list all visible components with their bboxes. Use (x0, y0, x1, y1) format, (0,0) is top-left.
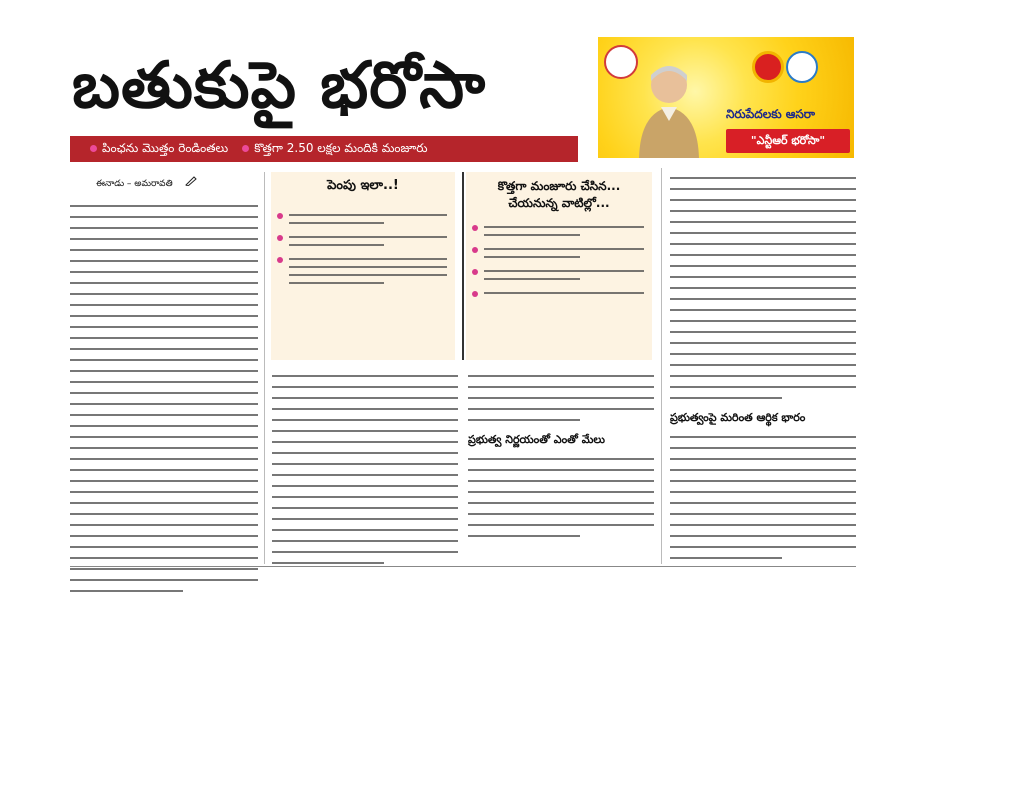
byline: ఈనాడు – అమరావతి (96, 176, 246, 191)
banner-scheme-name: "ఎన్టీఆర్ భరోసా" (726, 129, 850, 153)
bullet-icon (242, 145, 249, 152)
right-subhead: ప్రభుత్వంపై మరింత ఆర్థిక భారం (670, 411, 806, 424)
box-divider (462, 172, 464, 360)
tdp-logo (752, 51, 784, 83)
column-divider (264, 172, 265, 564)
bottom-rule (70, 566, 856, 567)
ap-govt-emblem (786, 51, 818, 83)
info-box-left (271, 172, 455, 360)
column-3-body (468, 366, 654, 537)
pen-icon (185, 176, 197, 186)
box-right-item (472, 220, 644, 236)
party-leader-logo (604, 45, 638, 79)
box-left-title: పెంపు ఇలా..! (327, 178, 399, 193)
box-right-item (472, 286, 644, 297)
column-divider (661, 168, 662, 564)
box-left-item (277, 208, 447, 224)
info-box-right (466, 172, 652, 360)
subhead-1: పింఛను మొత్తం రెండింతలు (90, 141, 228, 158)
bullet-icon (90, 145, 97, 152)
chief-minister-photo (634, 51, 704, 158)
box-left-item (277, 252, 447, 284)
subheading-bar (70, 136, 578, 162)
banner-tagline: నిరుపేదలకు ఆసరా (726, 107, 816, 121)
ntr-bharosa-banner (598, 37, 854, 158)
mid-subhead: ప్రభుత్వ నిర్ణయంతో ఎంతో మేలు (468, 433, 605, 446)
headline: బతుకుపై భరోసా (72, 49, 487, 123)
column-4-body (670, 168, 856, 559)
box-right-item (472, 264, 644, 280)
box-right-title: కొత్తగా మంజూరు చేసిన... చేయనున్న వాటిల్లో... (497, 179, 621, 210)
box-right-item (472, 242, 644, 258)
box-left-item (277, 230, 447, 246)
column-1-body (70, 196, 258, 592)
subhead-2: కొత్తగా 2.50 లక్షల మందికి మంజూరు (242, 141, 427, 158)
column-2-body (272, 366, 458, 564)
